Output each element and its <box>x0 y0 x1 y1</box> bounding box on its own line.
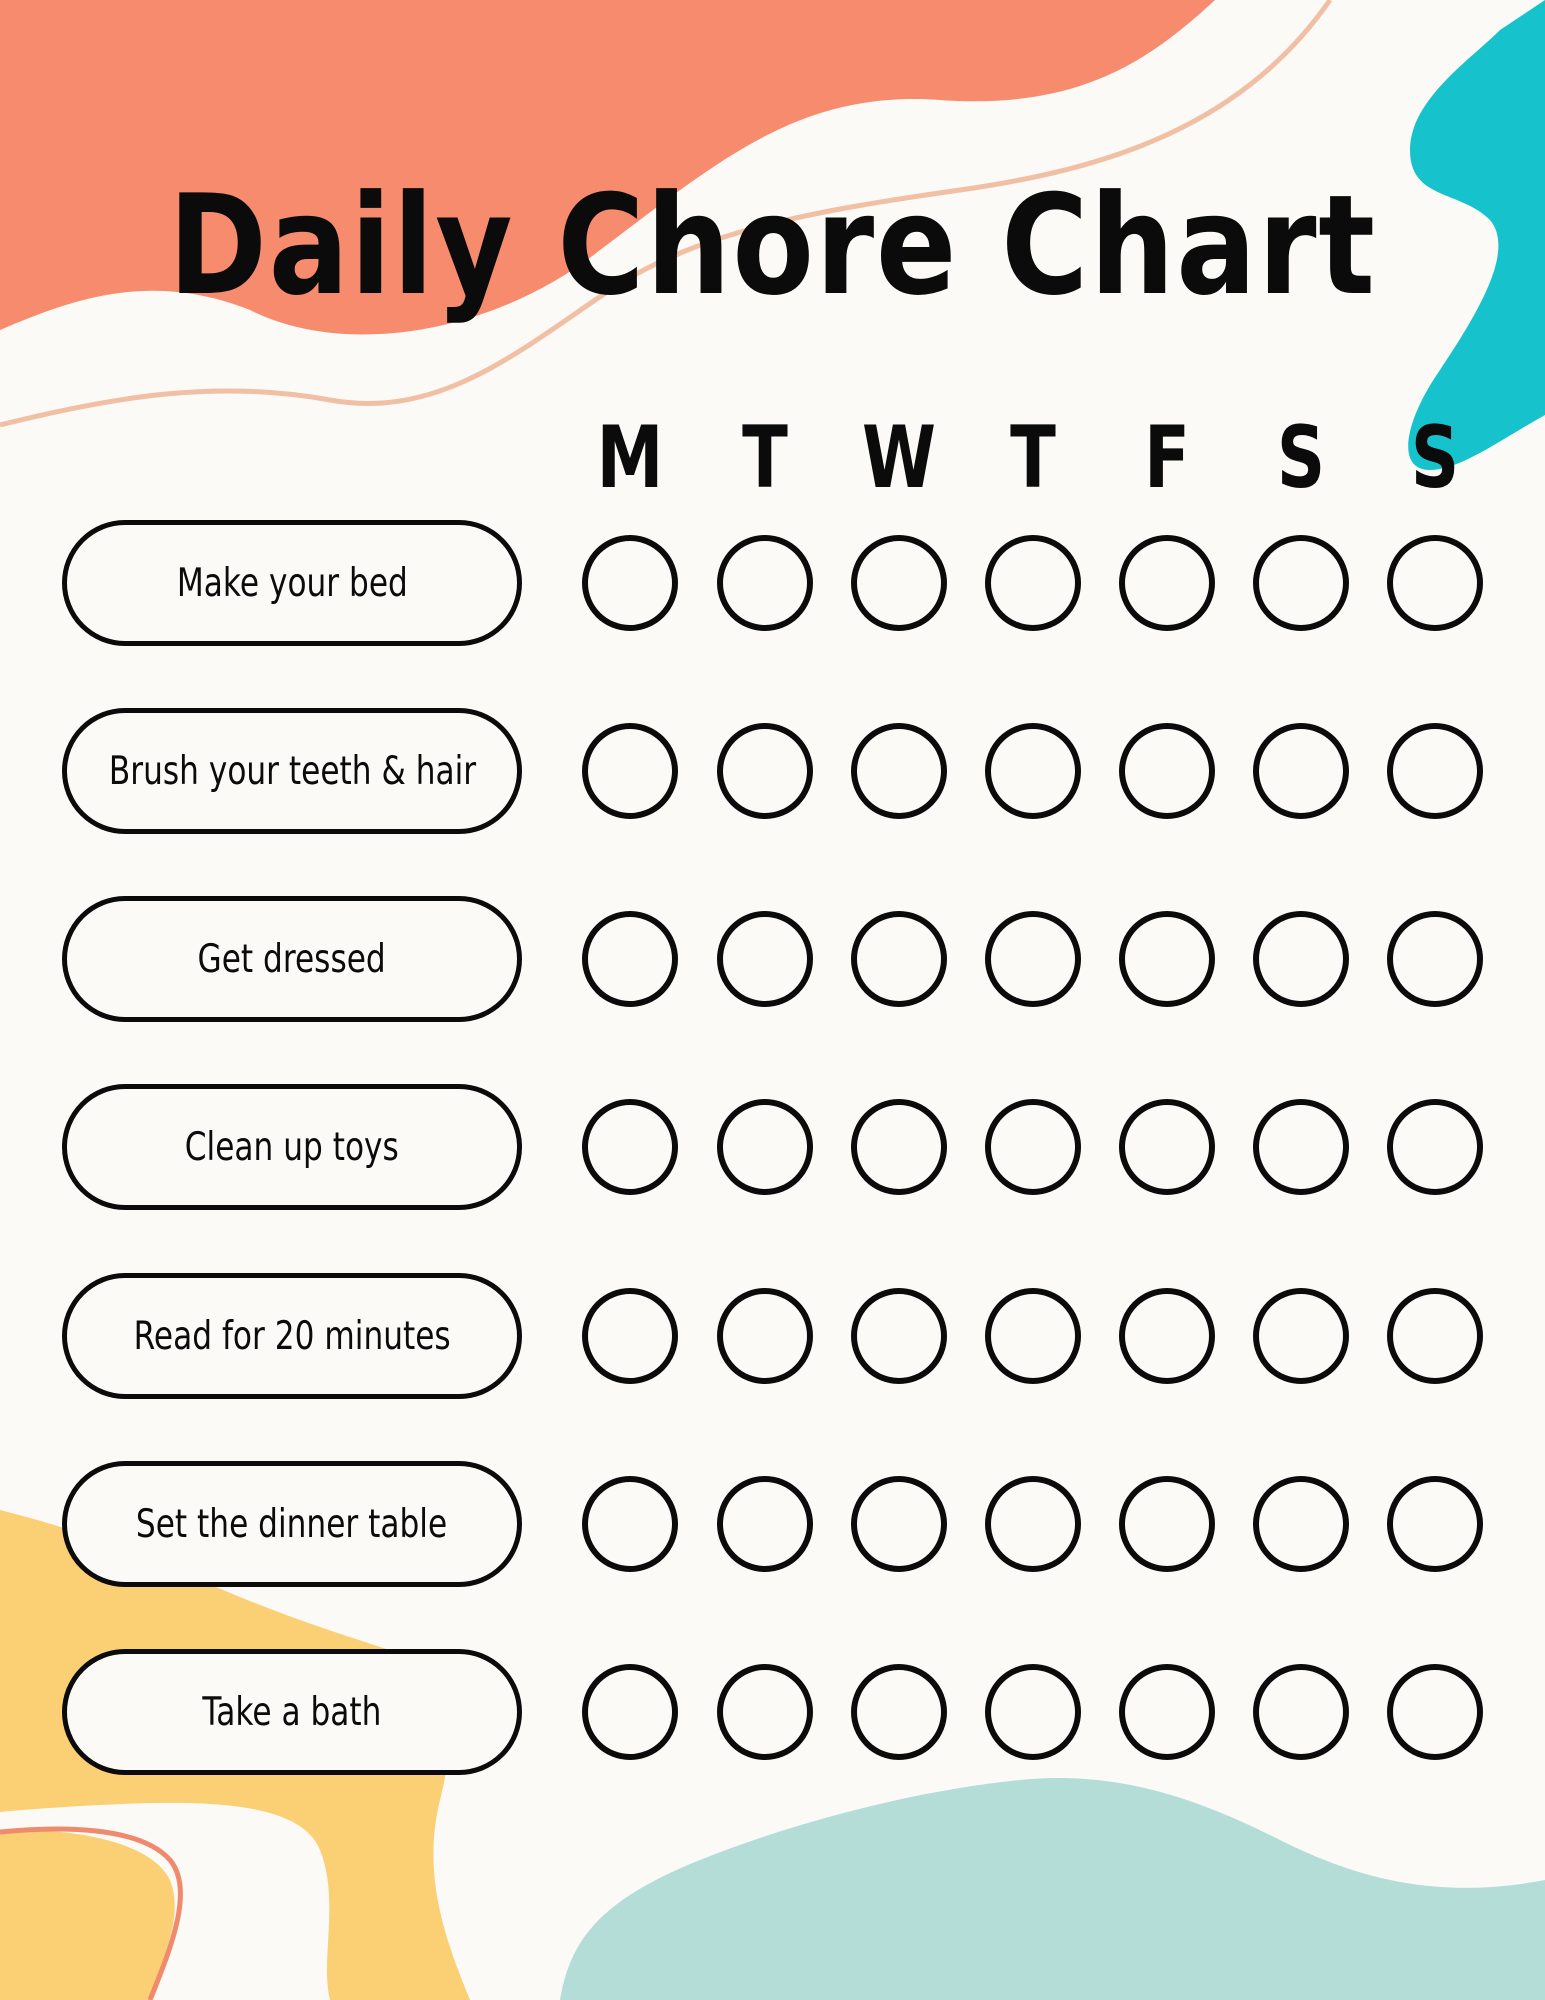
checkbox-circle[interactable] <box>582 911 678 1007</box>
chore-label-text: Get dressed <box>197 936 387 982</box>
checkbox-circle[interactable] <box>582 1099 678 1195</box>
checkbox-circle[interactable] <box>1119 1476 1215 1572</box>
day-header-5: S <box>1276 408 1326 508</box>
checkbox-circle[interactable] <box>1119 1288 1215 1384</box>
checkbox-circle[interactable] <box>1387 1288 1483 1384</box>
checkbox-circle[interactable] <box>1253 1288 1349 1384</box>
checkbox-circle[interactable] <box>985 535 1081 631</box>
checkbox-circle[interactable] <box>717 1288 813 1384</box>
checkbox-circle[interactable] <box>1119 1099 1215 1195</box>
day-header-2: W <box>861 408 937 508</box>
checkbox-circle[interactable] <box>582 535 678 631</box>
chore-label-text: Brush your teeth & hair <box>108 748 476 794</box>
checkbox-circle[interactable] <box>1119 1664 1215 1760</box>
checkbox-circle[interactable] <box>851 1476 947 1572</box>
mint-blob <box>560 1778 1545 2000</box>
checkbox-circle[interactable] <box>1387 1476 1483 1572</box>
checkbox-circle[interactable] <box>717 535 813 631</box>
checkbox-circle[interactable] <box>851 911 947 1007</box>
checkbox-circle[interactable] <box>851 1099 947 1195</box>
checkbox-circle[interactable] <box>717 723 813 819</box>
checkbox-circle[interactable] <box>985 1476 1081 1572</box>
chore-label-pill <box>62 1273 522 1399</box>
checkbox-circle[interactable] <box>1119 535 1215 631</box>
checkbox-circle[interactable] <box>851 1664 947 1760</box>
chore-label-pill <box>62 708 522 834</box>
checkbox-circle[interactable] <box>1387 535 1483 631</box>
checkbox-circle[interactable] <box>1387 911 1483 1007</box>
chore-label-pill <box>62 1084 522 1210</box>
chore-label-text: Take a bath <box>202 1689 382 1735</box>
checkbox-circle[interactable] <box>985 1288 1081 1384</box>
day-header-6: S <box>1410 408 1460 508</box>
checkbox-circle[interactable] <box>1387 1664 1483 1760</box>
checkbox-circle[interactable] <box>1253 1099 1349 1195</box>
day-header-0: M <box>596 408 664 508</box>
chore-label-text: Set the dinner table <box>136 1501 448 1547</box>
checkbox-circle[interactable] <box>985 1099 1081 1195</box>
chore-label-text: Read for 20 minutes <box>133 1313 451 1359</box>
chore-label-pill <box>62 896 522 1022</box>
checkbox-circle[interactable] <box>717 1099 813 1195</box>
chore-label-text: Make your bed <box>176 560 408 606</box>
checkbox-circle[interactable] <box>851 723 947 819</box>
checkbox-circle[interactable] <box>1387 723 1483 819</box>
page-title: Daily Chore Chart <box>168 165 1377 326</box>
checkbox-circle[interactable] <box>851 1288 947 1384</box>
checkbox-circle[interactable] <box>1253 535 1349 631</box>
checkbox-circle[interactable] <box>717 1664 813 1760</box>
chore-label-text: Clean up toys <box>185 1124 399 1170</box>
checkbox-circle[interactable] <box>1253 1664 1349 1760</box>
checkbox-circle[interactable] <box>582 1476 678 1572</box>
checkbox-circle[interactable] <box>1119 911 1215 1007</box>
checkbox-circle[interactable] <box>1253 1476 1349 1572</box>
checkbox-circle[interactable] <box>717 911 813 1007</box>
checkbox-circle[interactable] <box>582 723 678 819</box>
checkbox-circle[interactable] <box>1119 723 1215 819</box>
checkbox-circle[interactable] <box>717 1476 813 1572</box>
checkbox-circle[interactable] <box>985 723 1081 819</box>
chore-label-pill <box>62 520 522 646</box>
day-header-4: F <box>1144 408 1190 508</box>
checkbox-circle[interactable] <box>985 1664 1081 1760</box>
checkbox-circle[interactable] <box>1387 1099 1483 1195</box>
day-header-1: T <box>742 408 788 508</box>
checkbox-circle[interactable] <box>582 1288 678 1384</box>
day-header-3: T <box>1010 408 1056 508</box>
checkbox-circle[interactable] <box>1253 723 1349 819</box>
checkbox-circle[interactable] <box>582 1664 678 1760</box>
checkbox-circle[interactable] <box>985 911 1081 1007</box>
chore-label-pill <box>62 1649 522 1775</box>
checkbox-circle[interactable] <box>1253 911 1349 1007</box>
checkbox-circle[interactable] <box>851 535 947 631</box>
chore-label-pill <box>62 1461 522 1587</box>
